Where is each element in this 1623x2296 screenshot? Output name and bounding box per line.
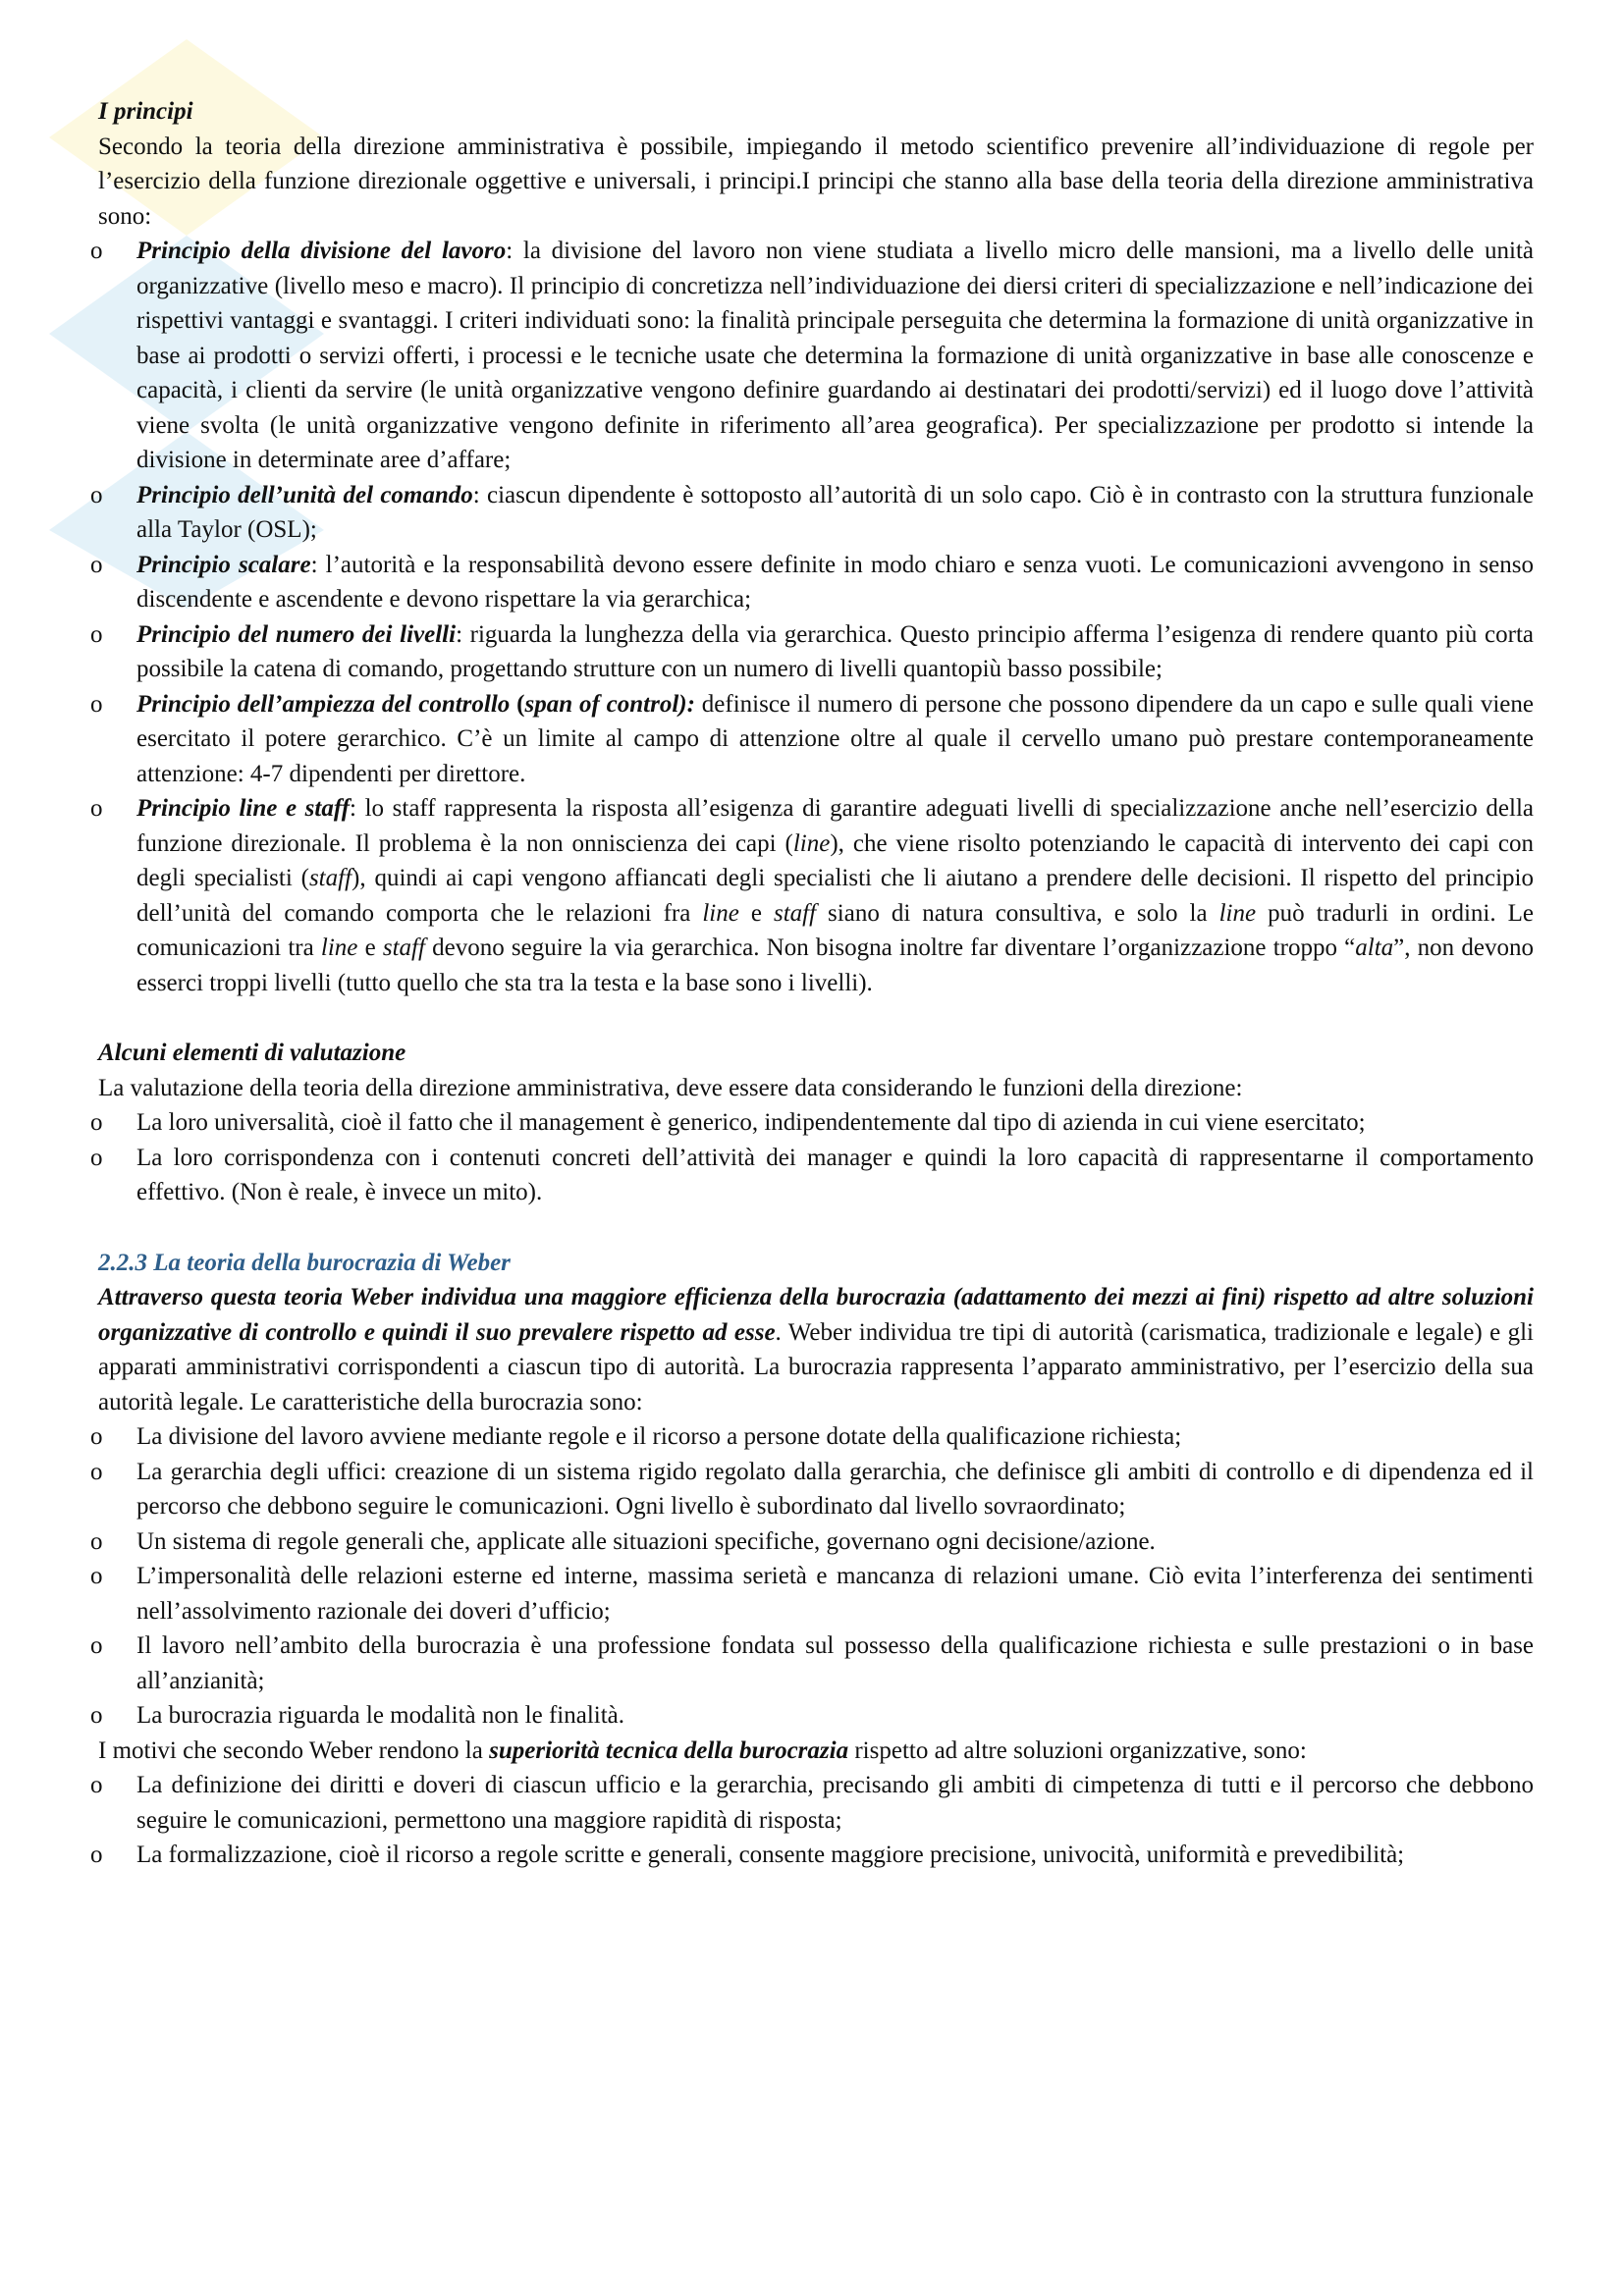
bullet-icon: o xyxy=(90,1842,103,1868)
item-text: definisce il numero di persone che possono dipendere da un capo e sulle quali viene esercitato il potere gerarchico. C’è un limite al campo di attenzione oltre al quale il cervello umano può prestare contemporaneamente attenzione: 4-7 dipendenti per direttore. xyxy=(136,690,1534,787)
list-item xyxy=(90,687,1534,792)
item-text: ), che viene risolto potenziando le capacità di intervento dei capi con degli specialisti ( xyxy=(136,829,1534,891)
item-text: devono seguire la via gerarchica. Non bisogna inoltre far diventare l’organizzazione troppo “ xyxy=(424,934,1356,961)
term-staff: staff xyxy=(382,934,425,961)
list-item xyxy=(90,1455,1534,1524)
item-title: Principio dell’unità del comando xyxy=(136,481,473,508)
item-text: La burocrazia riguarda le modalità non le finalità. xyxy=(136,1702,624,1729)
bullet-icon: o xyxy=(90,1563,103,1589)
list-item xyxy=(90,548,1534,617)
item-text: : la divisione del lavoro non viene studiata a livello micro delle mansioni, ma a livello delle unità organizzative (livello meso e macro). Il principio di concretizza nell’individuazione dei diersi criteri di specializzazione e nell’indicazione dei rispettivi vantaggi e svantaggi. I criteri individuati sono: la finalità principale perseguita che determina la formazione di unità organizzative in base ai prodotti o servizi offerti, i processi e le tecniche usate che determina la formazione di unità organizzative in base alle conoscenze e capacità, i clienti da servire (le unità organizzative vengono definire guardando ai destinatari dei prodotti/servizi) ed il luogo dove l’attività viene svolta (le unità organizzative vengono definite in riferimento all’area geografica). Per specializzazione per prodotto si intende la divisione in determinate aree d’affare; xyxy=(136,238,1534,473)
spacer xyxy=(98,1210,1534,1246)
section-heading-principi: I principi xyxy=(98,98,193,125)
list-item xyxy=(90,1559,1534,1629)
item-text: La divisione del lavoro avviene mediante regole e il ricorso a persone dotate della qualificazione richiesta; xyxy=(136,1423,1182,1450)
bullet-icon: o xyxy=(90,795,103,822)
item-text: La definizione dei diritti e doveri di ciascun ufficio e la gerarchia, precisando gli ambiti di cimpetenza di tutti e il percorso che debbono seguire le comunicazioni, permettono una maggiore rapidità di risposta; xyxy=(136,1772,1534,1834)
list-item xyxy=(90,1419,1534,1455)
bullet-icon: o xyxy=(90,1458,103,1485)
list-item xyxy=(90,1768,1534,1838)
bullet-icon: o xyxy=(90,551,103,578)
bullet-icon: o xyxy=(90,1702,103,1729)
item-text: : ciascun dipendente è sottoposto all’autorità di un solo capo. Ciò è in contrasto con la struttura funzionale alla Taylor (OSL); xyxy=(136,481,1534,543)
item-title: Principio dell’ampiezza del controllo xyxy=(136,690,511,718)
item-text: : l’autorità e la responsabilità devono essere definite in modo chiaro e senza vuoti. Le comunicazioni avvengono in senso discendente e ascendente e devono rispettare la via gerarchica; xyxy=(136,551,1534,613)
item-title: Principio line e staff xyxy=(136,795,351,822)
item-text: La loro corrispondenza con i contenuti concreti dell’attività dei manager e quindi la loro capacità di rappresentarne il comportamento effettivo. (Non è reale, è invece un mito). xyxy=(136,1144,1534,1205)
item-text: ”, non devono esserci troppi livelli (tutto quello che sta tra la testa e la base sono i livelli). xyxy=(136,934,1534,996)
section-heading-valutazione: Alcuni elementi di valutazione xyxy=(98,1040,406,1066)
paragraph-intro-valutazione: La valutazione della teoria della direzione amministrativa, deve essere data considerando le funzioni della direzione: xyxy=(98,1074,1243,1101)
bullet-icon: o xyxy=(90,620,103,648)
term-staff: staff xyxy=(308,865,352,891)
item-text: : lo staff rappresenta la risposta all’esigenza di garantire adeguati livelli di specializzazione anche nell’esercizio della funzione direzionale. Il problema è la non onniscienza dei capi ( xyxy=(136,795,1534,857)
item-title-paren: ( xyxy=(510,690,525,718)
item-title: Principio del numero dei livelli xyxy=(136,620,457,648)
item-title-span: span of control): xyxy=(524,690,695,718)
item-text: siano di natura consultiva, e solo la xyxy=(816,899,1219,927)
motivi-pre: I motivi che secondo Weber rendono la xyxy=(98,1736,490,1764)
item-text: Un sistema di regole generali che, applicate alle situazioni specifiche, governano ogni decisione/azione. xyxy=(136,1527,1156,1555)
list-item xyxy=(90,1105,1534,1141)
bullet-icon: o xyxy=(90,1144,103,1171)
list-item xyxy=(90,234,1534,478)
bullet-icon: o xyxy=(90,1772,103,1798)
item-title: Principio della divisione del lavoro xyxy=(136,238,507,264)
motivi-bold: superiorità tecnica della burocrazia xyxy=(489,1736,849,1764)
list-item xyxy=(90,478,1534,548)
term-line: line xyxy=(702,899,739,927)
list-item xyxy=(90,1629,1534,1698)
list-item xyxy=(90,1838,1534,1873)
bullet-icon: o xyxy=(90,1527,103,1555)
item-text: ), quindi ai capi vengono affiancati degli specialisti che li aiutano a prendere delle decisioni. Il rispetto del principio dell’unità del comando comporta che le relazioni fra xyxy=(136,865,1534,927)
list-item xyxy=(90,1141,1534,1210)
list-principi xyxy=(90,234,1534,1000)
item-title: Principio scalare xyxy=(136,551,311,578)
term-staff: staff xyxy=(773,899,817,927)
document-page xyxy=(90,94,1534,1873)
list-item xyxy=(90,617,1534,687)
list-motivi xyxy=(90,1768,1534,1873)
list-caratteristiche xyxy=(90,1419,1534,1734)
item-text: : riguarda la lunghezza della via gerarchica. Questo principio afferma l’esigenza di rendere quanto più corta possibile la catena di comando, progettando strutture con un numero di livelli quantopiù basso possibile; xyxy=(136,620,1534,682)
bullet-icon: o xyxy=(90,238,103,264)
term-line: line xyxy=(792,829,831,857)
bullet-icon: o xyxy=(90,690,103,718)
item-text: e xyxy=(738,899,774,927)
list-item xyxy=(90,791,1534,1000)
lead-rest: . Weber individua tre tipi di autorità (carismatica, tradizionale e legale) e gli apparati amministrativi corrispondenti a ciascun tipo di autorità. La burocrazia rappresenta l’apparato amministrativo, per l’esercizio della sua autorità legale. Le caratteristiche della burocrazia sono: xyxy=(98,1318,1534,1415)
paragraph-motivi xyxy=(98,1734,1534,1769)
paragraph-intro-principi: Secondo la teoria della direzione amministrativa è possibile, impiegando il metodo scientifico prevenire all’individuazione di regole per l’esercizio della funzione direzionale oggettive e universali, i principi.I principi che stanno alla base della teoria della direzione amministrativa sono: xyxy=(98,133,1534,230)
paragraph-lead-weber xyxy=(98,1280,1534,1419)
term-line: line xyxy=(1218,899,1257,927)
term-line: line xyxy=(320,934,358,961)
bullet-icon: o xyxy=(90,1109,103,1136)
item-text: L’impersonalità delle relazioni esterne ed interne, massima serietà e mancanza di relazioni umane. Ciò evita l’interferenza dei sentimenti nell’assolvimento razionale dei doveri d’ufficio; xyxy=(136,1563,1534,1625)
item-text: La gerarchia degli uffici: creazione di un sistema rigido regolato dalla gerarchia, che definisce gli ambiti di controllo e di dipendenza ed il percorso che debbono seguire le comunicazioni. Ogni livello è subordinato dal livello sovraordinato; xyxy=(136,1458,1534,1520)
item-text: può tradurli in ordini. Le comunicazioni tra xyxy=(136,899,1534,961)
list-valutazione xyxy=(90,1105,1534,1210)
bullet-icon: o xyxy=(90,1632,103,1659)
item-text: Il lavoro nell’ambito della burocrazia è una professione fondata sul possesso della qualificazione richiesta e sulle prestazioni o in base all’anzianità; xyxy=(136,1632,1534,1694)
item-text: La formalizzazione, cioè il ricorso a regole scritte e generali, consente maggiore precisione, univocità, uniformità e prevedibilità; xyxy=(136,1842,1405,1868)
section-title-weber: 2.2.3 La teoria della burocrazia di Weber xyxy=(98,1249,511,1276)
bullet-icon: o xyxy=(90,1423,103,1450)
item-text: La loro universalità, cioè il fatto che il management è generico, indipendentemente dal tipo di azienda in cui viene esercitato; xyxy=(136,1109,1366,1136)
item-text: e xyxy=(357,934,383,961)
list-item xyxy=(90,1524,1534,1560)
motivi-post: rispetto ad altre soluzioni organizzative, sono: xyxy=(848,1736,1307,1764)
list-item xyxy=(90,1698,1534,1734)
lead-bold: Attraverso questa teoria Weber individua una maggiore efficienza della burocrazia (adattamento dei mezzi ai fini) rispetto ad altre soluzioni organizzative di controllo e quindi il suo prevalere rispetto ad esse xyxy=(98,1284,1534,1346)
bullet-icon: o xyxy=(90,481,103,508)
spacer xyxy=(98,1000,1534,1036)
term-alta: alta xyxy=(1355,934,1394,961)
